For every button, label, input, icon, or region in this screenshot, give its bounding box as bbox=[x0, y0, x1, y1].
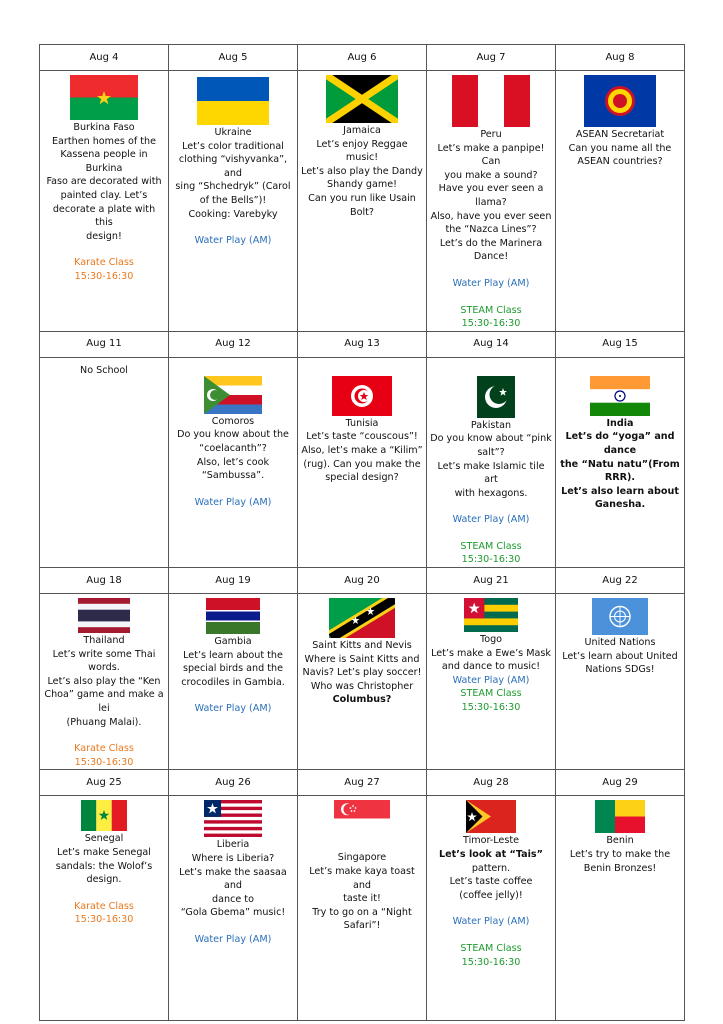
description-line: Where is Saint Kitts and bbox=[304, 653, 420, 665]
description-line: Let’s do the Marinera bbox=[439, 237, 543, 249]
country-name: Gambia bbox=[214, 636, 252, 648]
description-line: Faso are decorated with bbox=[46, 176, 162, 188]
day-cell-united-nations bbox=[556, 594, 685, 770]
description-line: Let’s make Senegal bbox=[57, 847, 151, 858]
country-name: Togo bbox=[479, 634, 503, 646]
date-aug-12: Aug 12 bbox=[169, 331, 298, 357]
date-aug-7: Aug 7 bbox=[427, 45, 556, 71]
saint-kitts-flag-icon bbox=[329, 598, 395, 638]
day-cell-peru bbox=[427, 71, 556, 332]
description-line: Where is Liberia? bbox=[191, 853, 275, 864]
country-name: Saint Kitts and Nevis bbox=[312, 640, 412, 652]
day-row bbox=[40, 357, 685, 567]
activity-water-play: Water Play (AM) bbox=[452, 277, 530, 289]
activity-water-play: Water Play (AM) bbox=[452, 674, 530, 686]
day-row bbox=[40, 594, 685, 770]
description-line: Let’s make Islamic tile art bbox=[437, 460, 545, 486]
description-line: Have you ever seen a bbox=[438, 183, 544, 195]
description-line: sandals: the Wolof’s bbox=[55, 860, 153, 872]
description-line: Do you know about the bbox=[177, 429, 289, 441]
activity-water-play: Water Play (AM) bbox=[194, 235, 272, 247]
date-aug-5: Aug 5 bbox=[169, 45, 298, 71]
description-line: Safari”! bbox=[343, 920, 381, 932]
activity-time: 15:30-16:30 bbox=[74, 270, 134, 282]
description-line: Let’s make the saasaa and bbox=[179, 866, 287, 892]
day-cell-burkina-faso bbox=[40, 71, 169, 332]
togo-flag-icon bbox=[464, 598, 518, 632]
description-line: Kassena people in Burkina bbox=[60, 149, 148, 174]
description-line: (rug). Can you make the bbox=[303, 458, 421, 470]
activity-water-play: Water Play (AM) bbox=[452, 514, 530, 526]
date-aug-8: Aug 8 bbox=[556, 45, 685, 71]
description-line: Try to go on a “Night bbox=[312, 906, 412, 918]
description-line: Let’s color traditional bbox=[182, 140, 284, 152]
description-line: Choa” game and make a lei bbox=[44, 689, 164, 715]
date-row bbox=[40, 770, 685, 796]
day-cell-senegal bbox=[40, 796, 169, 1021]
description-line: Let’s also play the “Ken bbox=[47, 675, 161, 687]
day-cell-saint-kitts bbox=[298, 594, 427, 770]
day-cell-pakistan bbox=[427, 357, 556, 567]
day-cell-togo bbox=[427, 594, 556, 770]
description-line: Ganesha. bbox=[594, 499, 646, 511]
date-aug-6: Aug 6 bbox=[298, 45, 427, 71]
description-line: Can you name all the bbox=[568, 142, 672, 154]
country-name: India bbox=[606, 417, 634, 429]
description-line: Who was Christopher bbox=[310, 680, 414, 692]
description-line: Let’s also play the Dandy bbox=[301, 165, 423, 177]
description-line: Let’s make a Ewe’s Mask bbox=[431, 647, 551, 659]
description-line: Do you know about “pink bbox=[430, 433, 552, 445]
description-line: Let’s do “yoga” and dance bbox=[565, 431, 675, 456]
activity-time: 15:30-16:30 bbox=[461, 318, 521, 330]
description-line: “Gola Gbema” music! bbox=[180, 907, 286, 919]
day-cell-india bbox=[556, 357, 685, 567]
senegal-flag-icon bbox=[81, 800, 127, 831]
august-calendar bbox=[39, 44, 685, 1021]
date-aug-20: Aug 20 bbox=[298, 568, 427, 594]
date-row bbox=[40, 331, 685, 357]
activity-steam: STEAM Class bbox=[460, 540, 522, 552]
date-aug-29: Aug 29 bbox=[556, 770, 685, 796]
date-aug-19: Aug 19 bbox=[169, 568, 298, 594]
description-line: words. bbox=[88, 662, 120, 674]
activity-karate: Karate Class bbox=[74, 257, 134, 269]
country-name: Benin bbox=[606, 835, 634, 847]
thailand-flag-icon bbox=[78, 598, 130, 633]
pakistan-flag-icon bbox=[467, 376, 515, 418]
tunisia-flag-icon bbox=[332, 376, 392, 416]
description-line: salt”? bbox=[477, 446, 505, 458]
description-line: Cooking: Varebyky bbox=[188, 208, 278, 220]
description-line: llama? bbox=[475, 196, 507, 208]
description-line: decorate a plate with this bbox=[52, 203, 156, 229]
description-line: RRR). bbox=[604, 472, 636, 484]
description-line: Benin Bronzes! bbox=[583, 862, 657, 874]
date-aug-15: Aug 15 bbox=[556, 331, 685, 357]
benin-flag-icon bbox=[595, 800, 645, 833]
description-line: taste it! bbox=[343, 893, 381, 905]
country-name: Jamaica bbox=[343, 125, 381, 136]
description-line: Can you run like Usain bbox=[308, 192, 416, 204]
date-aug-11: Aug 11 bbox=[40, 331, 169, 357]
description-line: pattern. bbox=[471, 862, 511, 874]
activity-steam: STEAM Class bbox=[460, 942, 522, 954]
jamaica-flag-icon bbox=[326, 75, 398, 123]
activity-karate: Karate Class bbox=[74, 743, 134, 755]
description-line: Earthen homes of the bbox=[51, 135, 157, 147]
country-name: Timor-Leste bbox=[463, 835, 519, 847]
no-school-label: No School bbox=[80, 364, 128, 376]
date-aug-26: Aug 26 bbox=[169, 770, 298, 796]
description-line: Nations SDGs! bbox=[585, 664, 655, 676]
description-line: Let’s taste coffee bbox=[449, 876, 533, 888]
day-cell-no-school bbox=[40, 357, 169, 567]
description-line: and dance to music! bbox=[441, 661, 541, 673]
description-line: crocodiles in Gambia. bbox=[181, 676, 285, 688]
description-line: with hexagons. bbox=[454, 487, 528, 499]
country-name: Comoros bbox=[211, 415, 255, 427]
gambia-flag-icon bbox=[206, 598, 260, 634]
description-line: Let’s make a panpipe! Can bbox=[437, 142, 545, 168]
date-row bbox=[40, 45, 685, 71]
day-cell-gambia bbox=[169, 594, 298, 770]
date-aug-27: Aug 27 bbox=[298, 770, 427, 796]
description-line: the “Nazca Lines”? bbox=[445, 224, 537, 236]
description-line: “Sambussa”. bbox=[201, 470, 265, 482]
activity-steam: STEAM Class bbox=[460, 688, 522, 700]
day-cell-asean bbox=[556, 71, 685, 332]
description-line: you make a sound? bbox=[444, 169, 538, 181]
date-aug-4: Aug 4 bbox=[40, 45, 169, 71]
description-line: Bolt? bbox=[350, 206, 374, 218]
date-aug-13: Aug 13 bbox=[298, 331, 427, 357]
country-name: Thailand bbox=[83, 635, 125, 647]
activity-time: 15:30-16:30 bbox=[74, 914, 134, 926]
description-line: the “Natu natu”(From bbox=[560, 458, 680, 470]
activity-time: 15:30-16:30 bbox=[74, 756, 134, 768]
country-name: Ukraine bbox=[214, 127, 252, 138]
description-line: Let’s learn about United bbox=[562, 650, 678, 662]
peru-flag-icon bbox=[452, 75, 530, 127]
country-name: Peru bbox=[480, 129, 502, 140]
day-row bbox=[40, 796, 685, 1021]
activity-water-play: Water Play (AM) bbox=[194, 703, 272, 715]
date-aug-28: Aug 28 bbox=[427, 770, 556, 796]
description-line: Let’s write some Thai bbox=[52, 648, 156, 660]
singapore-flag-icon bbox=[334, 800, 390, 837]
description-line: Also, let’s cook bbox=[196, 456, 270, 468]
day-cell-ukraine bbox=[169, 71, 298, 332]
description-line: of the Bells”)! bbox=[199, 194, 267, 206]
asean-flag-icon bbox=[584, 75, 656, 127]
ukraine-flag-icon bbox=[197, 77, 269, 125]
day-cell-thailand bbox=[40, 594, 169, 770]
activity-time: 15:30-16:30 bbox=[461, 956, 521, 968]
day-cell-jamaica bbox=[298, 71, 427, 332]
description-line: special birds and the bbox=[182, 663, 284, 675]
activity-steam: STEAM Class bbox=[460, 304, 522, 316]
timor-leste-flag-icon bbox=[466, 800, 516, 833]
un-flag-icon bbox=[592, 598, 648, 635]
country-name: ASEAN Secretariat bbox=[575, 129, 665, 140]
burkina-faso-flag-icon bbox=[70, 75, 138, 120]
country-name: United Nations bbox=[584, 637, 656, 649]
description-line: Also, let’s make a “Kilim” bbox=[301, 444, 423, 456]
description-line: Let’s also learn about bbox=[561, 485, 679, 497]
country-name: Singapore bbox=[337, 852, 387, 864]
day-cell-timor-leste bbox=[427, 796, 556, 1021]
description-line: Let’s learn about the bbox=[183, 649, 283, 661]
activity-water-play: Water Play (AM) bbox=[194, 496, 272, 508]
description-line: Let’s try to make the bbox=[569, 849, 671, 860]
description-line: Let’s taste “couscous”! bbox=[306, 431, 418, 443]
date-row bbox=[40, 568, 685, 594]
description-line: “coelacanth”? bbox=[199, 442, 267, 454]
description-line: Let’s make kaya toast and bbox=[309, 866, 415, 891]
day-cell-comoros bbox=[169, 357, 298, 567]
day-cell-liberia bbox=[169, 796, 298, 1021]
day-cell-tunisia bbox=[298, 357, 427, 567]
description-line: painted clay. Let’s bbox=[60, 189, 148, 201]
description-line: Columbus? bbox=[332, 694, 392, 706]
country-name: Senegal bbox=[84, 833, 124, 845]
description-line: clothing “vishyvanka”, and bbox=[178, 154, 288, 179]
country-name: Tunisia bbox=[345, 417, 379, 429]
country-name: Burkina Faso bbox=[73, 122, 135, 133]
comoros-flag-icon bbox=[204, 376, 262, 414]
description-line: Also, have you ever seen bbox=[430, 210, 552, 222]
liberia-flag-icon bbox=[204, 800, 262, 837]
description-line: Let’s look at “Tais” bbox=[439, 849, 543, 860]
activity-time: 15:30-16:30 bbox=[461, 702, 521, 714]
day-row bbox=[40, 71, 685, 332]
description-line: dance to bbox=[212, 893, 254, 905]
activity-time: 15:30-16:30 bbox=[461, 554, 521, 566]
description-line: special design? bbox=[325, 472, 399, 484]
india-flag-icon bbox=[590, 376, 650, 416]
description-line: design! bbox=[86, 230, 122, 242]
description-line: (coffee jelly)! bbox=[459, 889, 523, 901]
country-name: Liberia bbox=[216, 839, 250, 851]
description-line: ASEAN countries? bbox=[577, 156, 663, 168]
country-name: Pakistan bbox=[470, 419, 512, 431]
date-aug-25: Aug 25 bbox=[40, 770, 169, 796]
activity-water-play: Water Play (AM) bbox=[194, 933, 272, 945]
date-aug-14: Aug 14 bbox=[427, 331, 556, 357]
description-line: Let’s enjoy Reggae music! bbox=[316, 138, 408, 164]
activity-water-play: Water Play (AM) bbox=[452, 916, 530, 928]
date-aug-18: Aug 18 bbox=[40, 568, 169, 594]
description-line: Navis? Let’s play soccer! bbox=[302, 667, 422, 679]
description-line: Dance! bbox=[473, 251, 509, 263]
description-line: design. bbox=[86, 874, 122, 886]
description-line: (Phuang Malai). bbox=[66, 716, 142, 728]
date-aug-22: Aug 22 bbox=[556, 568, 685, 594]
date-aug-21: Aug 21 bbox=[427, 568, 556, 594]
day-cell-benin bbox=[556, 796, 685, 1021]
day-cell-singapore bbox=[298, 796, 427, 1021]
description-line: sing “Shchedryk” (Carol bbox=[175, 181, 291, 193]
description-line: Shandy game! bbox=[326, 179, 397, 191]
activity-karate: Karate Class bbox=[74, 900, 134, 912]
